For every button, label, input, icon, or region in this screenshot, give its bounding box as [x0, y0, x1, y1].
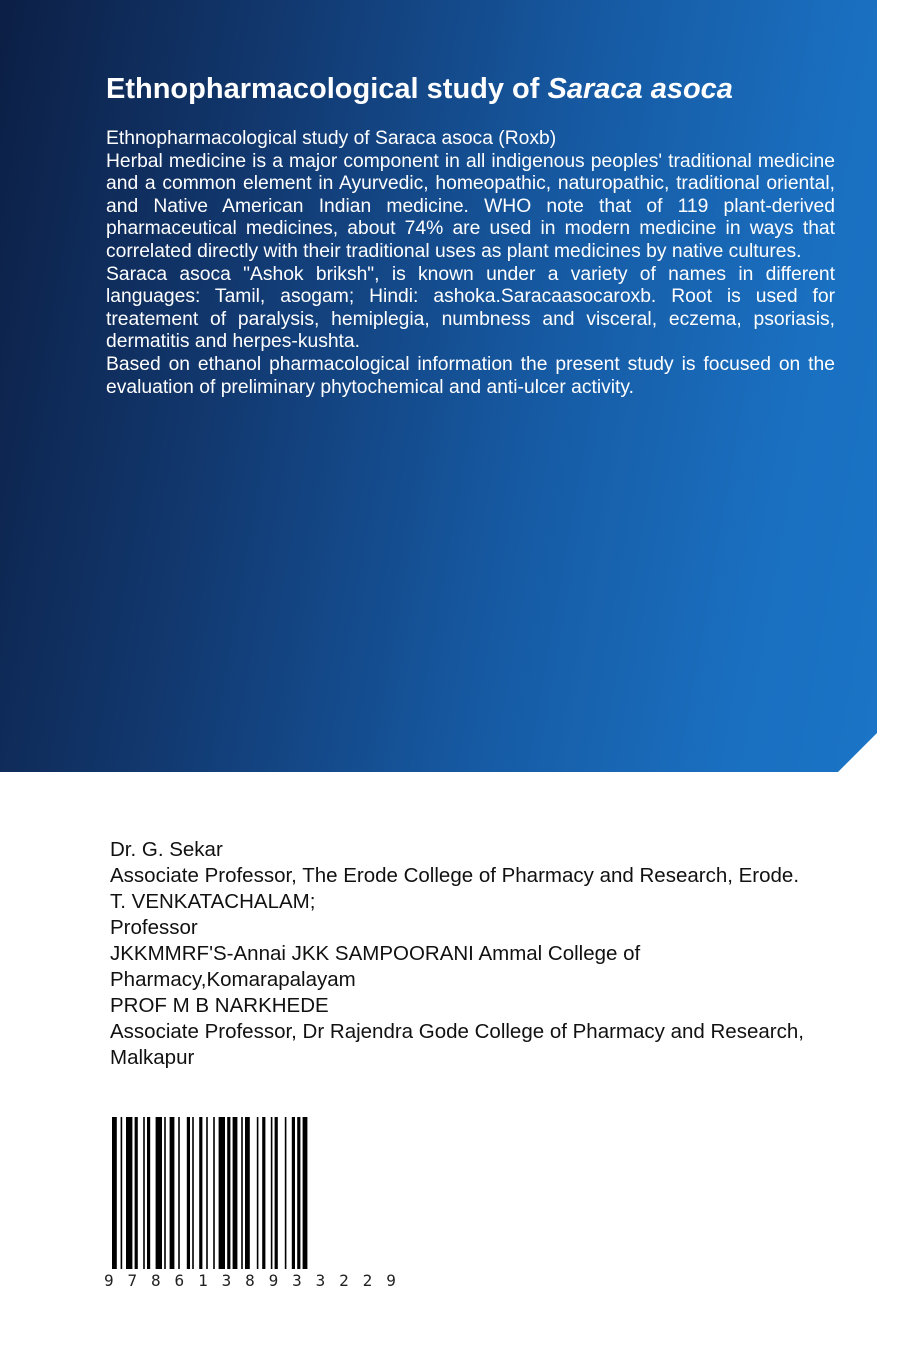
author-line: T. VENKATACHALAM;	[110, 890, 316, 913]
title-main: Ethnopharmacological study of	[106, 73, 540, 105]
author-line: Professor	[110, 916, 198, 939]
isbn-barcode	[104, 1117, 396, 1295]
blurb-paragraph: Based on ethanol pharmacological information the present study is focused on the evaluation of preliminary phytochemical and anti-ulcer activity.	[106, 353, 835, 398]
barcode-bar	[121, 1117, 123, 1269]
barcode-bars	[104, 1117, 396, 1269]
barcode-bar	[241, 1117, 243, 1269]
barcode-bar	[187, 1117, 190, 1269]
barcode-bar	[164, 1117, 166, 1269]
barcode-bar	[227, 1117, 230, 1269]
title-italic: Saraca asoca	[547, 73, 733, 105]
author-line: JKKMMRF'S-Annai JKK SAMPOORANI Ammal College of Pharmacy,Komarapalayam	[110, 942, 641, 991]
isbn-digit: 3	[221, 1271, 232, 1290]
barcode-bar	[112, 1117, 117, 1269]
barcode-bar	[275, 1117, 278, 1269]
author-line: Associate Professor, The Erode College of Pharmacy and Research, Erode.	[110, 864, 800, 887]
barcode-bar	[219, 1117, 225, 1269]
isbn-digit: 2	[362, 1271, 373, 1290]
barcode-bar	[233, 1117, 238, 1269]
author-line: PROF M B NARKHEDE	[110, 994, 329, 1017]
isbn-digit: 9	[386, 1271, 396, 1290]
isbn-digit: 8	[245, 1271, 255, 1290]
barcode-bar	[271, 1117, 273, 1269]
author-list	[110, 837, 830, 1071]
book-blurb	[106, 128, 835, 399]
barcode-bar	[192, 1117, 194, 1269]
blurb-paragraph: Ethnopharmacological study of Saraca asoca (Roxb)	[106, 128, 557, 149]
barcode-bar	[199, 1117, 202, 1269]
barcode-bar	[126, 1117, 132, 1269]
barcode-bar	[178, 1117, 180, 1269]
barcode-bar	[213, 1117, 215, 1269]
author-line: Associate Professor, Dr Rajendra Gode College of Pharmacy and Research, Malkapur	[110, 1020, 804, 1069]
isbn-digit: 6	[174, 1271, 185, 1290]
barcode-bar	[285, 1117, 287, 1269]
barcode-bar	[245, 1117, 250, 1269]
barcode-bar	[257, 1117, 259, 1269]
blurb-paragraph: Saraca asoca "Ashok briksh", is known under a variety of names in different languages: Tamil, asogam; Hindi: ashoka.Saracaasocaroxb. Root is used for treatement of paralysis, hemiplegia, numbness and visceral, eczema, psoriasis, dermatitis and herpes-kushta.	[106, 263, 835, 353]
isbn-digit: 2	[339, 1271, 349, 1290]
isbn-digit: 1	[198, 1271, 208, 1290]
barcode-bar	[206, 1117, 208, 1269]
book-title	[106, 70, 846, 108]
barcode-bar	[170, 1117, 175, 1269]
barcode-bar	[147, 1117, 150, 1269]
isbn-digit: 8	[151, 1271, 161, 1290]
barcode-bar	[156, 1117, 162, 1269]
barcode-bar	[292, 1117, 295, 1269]
barcode-bar	[303, 1117, 308, 1269]
isbn-digit: 7	[127, 1271, 138, 1290]
barcode-bar	[135, 1117, 138, 1269]
barcode-bar	[143, 1117, 145, 1269]
blurb-paragraph: Herbal medicine is a major component in all indigenous peoples' traditional medicine and a common element in Ayurvedic, homeopathic, naturopathic, traditional oriental, and Native American Indian medicine. WHO note that of 119 plant-derived pharmaceutical medicines, about 74% are used in modern medicine in ways that correlated directly with their traditional uses as plant medicines by native cultures.	[106, 150, 835, 262]
barcode-bar	[297, 1117, 300, 1269]
isbn-digit: 9	[104, 1271, 114, 1290]
isbn-digit: 9	[268, 1271, 279, 1290]
barcode-bar	[262, 1117, 265, 1269]
isbn-digits	[104, 1271, 396, 1290]
author-line: Dr. G. Sekar	[110, 838, 223, 861]
isbn-digit: 3	[292, 1271, 302, 1290]
isbn-digit: 3	[315, 1271, 326, 1290]
